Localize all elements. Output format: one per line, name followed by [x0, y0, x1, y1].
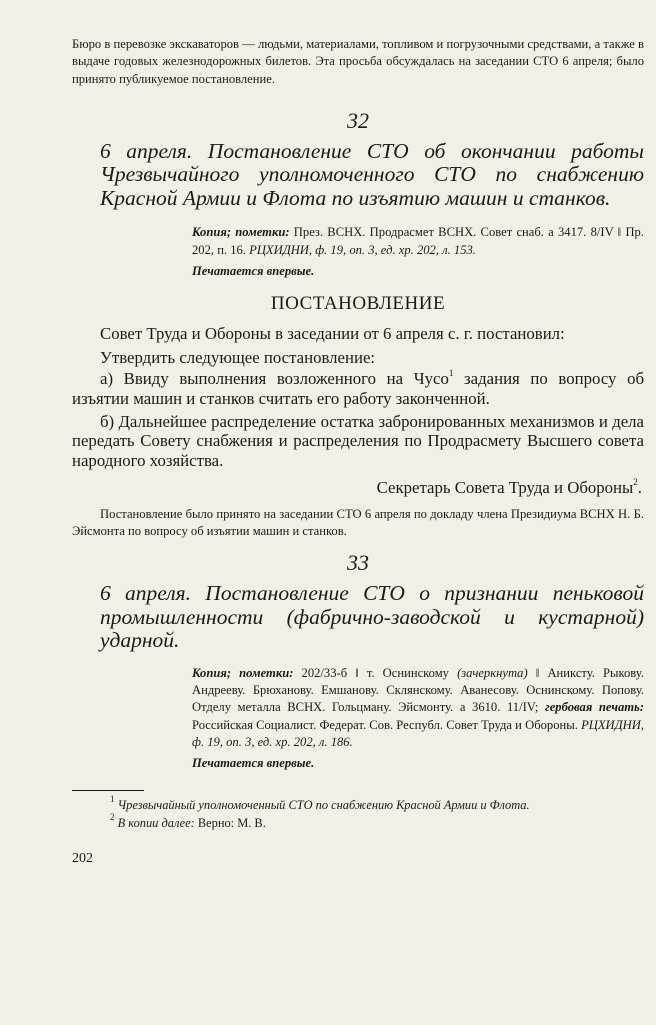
copy-text-33a: 202/33-б ‖ т. Оснинскому — [301, 665, 449, 680]
copy-text-33b: ‖ Аниксту. Рыкову. Андрееву. Брюханову. Емшанову. Склянскому. Аванесову. Оснинскому. Попову. Отделу металла ВСНХ. Гольцману. Эйсмонту. а 3610. 11/IV; — [192, 665, 644, 715]
resolution-para-4: б) Дальнейшее распределение остатка забронированных механизмов и дела передать Совету снабжения и распределения по Продрасмету Высшего совета народного хозяйства. — [72, 411, 644, 470]
resolution-para-3 — [72, 369, 644, 408]
archive-ref: РЦХИДНИ, ф. 19, оп. 3, ед. хр. 202, л. 153. — [249, 242, 476, 257]
copy-label: Копия; пометки: — [192, 225, 290, 240]
adoption-note: Постановление было принято на заседании СТО 6 апреля по докладу члена Президиума ВСНХ Н. Б. Эйсмонта по вопросу об изъятии машин и станков. — [72, 506, 644, 538]
document-page — [72, 36, 644, 867]
footnote-ref-1: 1 — [448, 367, 454, 378]
archive-ref-33: РЦХИДНИ, ф. 19, оп. 3, ед. хр. 202, л. 186. — [192, 717, 645, 749]
copy-label-33: Копия; пометки: — [192, 665, 294, 680]
signature-text: Секретарь Совета Труда и Обороны — [376, 478, 634, 498]
stamp-label: гербовая печать: — [545, 700, 644, 715]
doc-title-32: 6 апреля. Постановление СТО об окончании работы Чрезвычайного уполномоченного СТО по снабжению Красной Армии и Флота по изъятию машин и станков. — [100, 138, 644, 210]
footnote-label-2: В копии далее: — [117, 816, 195, 831]
print-note-text: Печатается впервые. — [192, 263, 315, 278]
doc-number-32: 32 — [347, 107, 369, 133]
print-note-text-33: Печатается впервые. — [192, 756, 315, 771]
footnote-2 — [72, 812, 644, 831]
footnote-divider — [72, 790, 144, 791]
resolution-para-2: Утвердить следующее постановление: — [100, 347, 376, 367]
para-3-text-a: а) Ввиду выполнения возложенного на Чусо — [100, 369, 449, 389]
footnote-text-1: Чрезвычайный уполномоченный СТО по снабжению Красной Армии и Флота. — [117, 798, 530, 813]
footnote-mark-2: 2 — [110, 812, 115, 823]
print-note-33 — [72, 755, 644, 772]
doc-title-33: 6 апреля. Постановление СТО о признании пеньковой промышленности (фабрично-заводской и кустарной) ударной. — [100, 581, 644, 653]
print-note-32 — [72, 263, 644, 280]
doc-number-33: 33 — [347, 550, 369, 576]
copy-text: През. ВСНХ. Продрасмет ВСНХ. Совет снаб. а 3417. 8/IV ‖ Пр. 202, п. 16. — [192, 225, 644, 257]
intro-paragraph: Бюро в перевозке экскаваторов — людьми, материалами, топливом и погрузочными средствами, а также в выдаче годовых железнодорожных билетов. Эта просьба обсуждалась на заседании СТО 6 апреля; было принято публикуемое постановление. — [72, 37, 644, 86]
resolution-para-1: Совет Труда и Обороны в заседании от 6 апреля с. г. постановил: — [100, 324, 565, 344]
doc-meta-33 — [72, 665, 644, 751]
crossed-note: (зачеркнута) — [457, 665, 528, 680]
footnote-mark-1: 1 — [110, 794, 115, 805]
stamp-text: Российская Социалист. Федерат. Сов. Республ. Совет Труда и Обороны. — [192, 717, 578, 732]
resolution-heading: ПОСТАНОВЛЕНИЕ — [270, 293, 446, 315]
page-number: 202 — [72, 851, 93, 867]
doc-meta-32 — [72, 224, 644, 259]
footnote-text-2: Верно: М. В. — [197, 816, 266, 831]
footnote-ref-2: 2 — [633, 476, 638, 487]
para-3-text-b: задания по вопросу об изъятии машин и станков считать его работу законченной. — [72, 369, 645, 408]
signature-line: Секретарь Совета Труда и Обороны$^2$. — [376, 476, 642, 498]
footnote-1 — [72, 794, 644, 813]
